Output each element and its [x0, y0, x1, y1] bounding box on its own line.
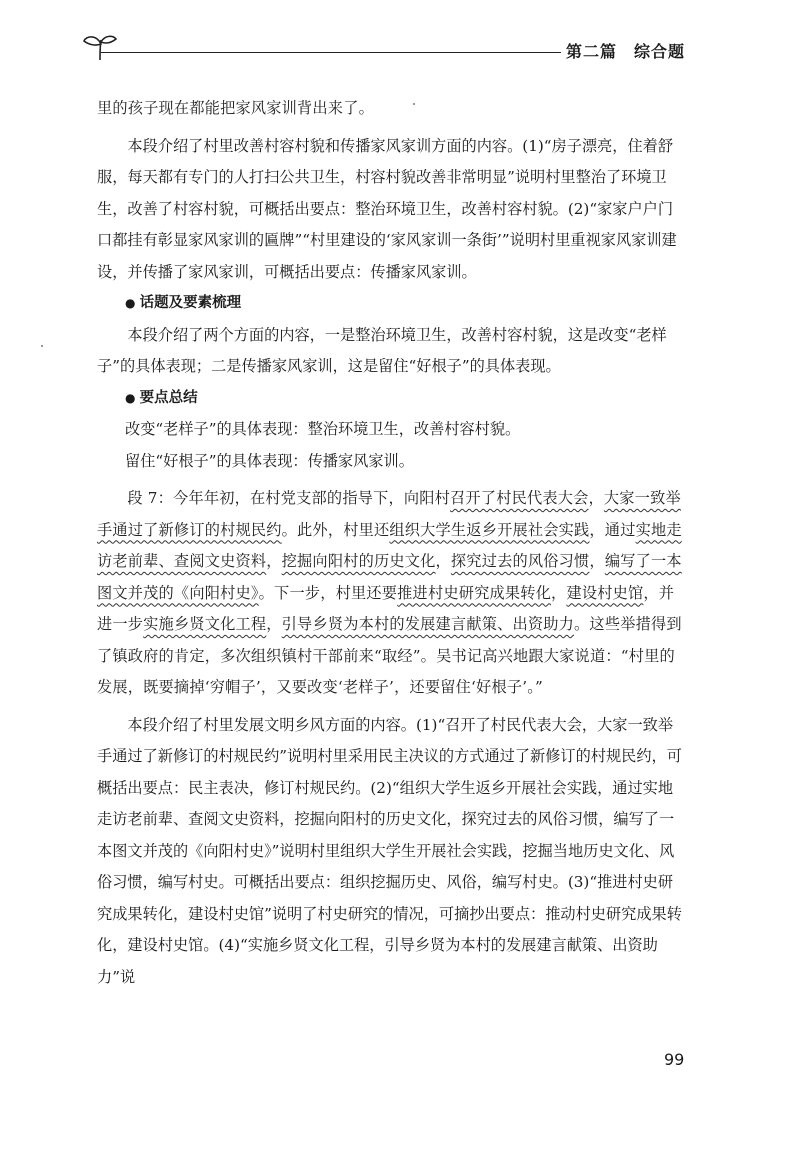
quote-segment: 段 7：今年年初，在村党支部的指导下，向阳村: [127, 489, 451, 507]
analysis-paragraph-1: 本段介绍了村里改善村容村貌和传播家风家训方面的内容。(1)“房子漂亮，住着舒服，每天都有专门的人打扫公共卫生，村容村貌改善非常明显”说明村里整治了环境卫生，改善了村容村貌，可概括出要点：整治环境卫生，改善村容村貌。(2)“家家户户门口都挂有彰显家风家训的匾牌”“村里建设的‘家风家训一条街’”说明村里重视家风家训建设，并传播了家风家训，可概括出要点：传播家风家训。: [97, 136, 677, 281]
quote-segment: ，: [266, 615, 282, 633]
sprout-icon: [80, 32, 120, 62]
underlined-phrase: 推进村史研究成果转化: [397, 583, 552, 602]
bullet-heading-summary: ● 要点总结: [97, 383, 687, 415]
summary-line-2: 留住“好根子”的具体表现：传播家风家训。: [125, 451, 414, 470]
header-title: 第二篇 综合题: [565, 42, 685, 61]
page-header: [75, 30, 687, 70]
header-rule: [101, 52, 561, 53]
scan-speck: [413, 103, 415, 105]
underlined-phrase: 实施乡贤文化工程: [143, 615, 267, 633]
analysis-paragraph-3: 本段介绍了村里发展文明乡风方面的内容。(1)“召开了村民代表大会，大家一致举手通过了新修订的村规民约”说明村里采用民主决议的方式通过了新修订的村规民约，可概括出要点：民主表决，修订村规民约。(2)“组织大学生返乡开展社会实践，通过实地走访老前辈、查阅文史资料，挖掘向阳村的历史文化，探究过去的风俗习惯，编写了一本图文并茂的《向阳村史》”说明村里组织大学生开展社会实践，挖掘当地历史文化、风俗习惯，编写村史。可概括出要点：组织挖掘历史、风俗，编写村史。(3)“推进村史研究成果转化，建设村史馆”说明了村史研究的情况，可摘抄出要点：推动村史研究成果转化，建设村史馆。(4)“实施乡贤文化工程，引导乡贤为本村的发展建言献策、出资助力”说: [97, 715, 682, 986]
page-body: [97, 93, 687, 993]
underlined-phrase: 建设村史馆: [566, 583, 644, 602]
underlined-phrase: 探究过去的风俗习惯: [450, 552, 590, 570]
quote-segment: ，通过: [589, 520, 636, 539]
underlined-phrase: 引导乡贤为本村的发展建言献策、出资助力: [281, 615, 575, 633]
quote-segment: ，: [435, 552, 451, 570]
source-paragraph-7: [97, 483, 687, 704]
quote-segment: ，: [266, 552, 282, 570]
bullet-heading-topics: ● 话题及要素梳理: [97, 288, 687, 320]
paragraph-continuation: 里的孩子现在都能把家风家训背出来了。: [97, 99, 374, 117]
underlined-phrase: 挖掘向阳村的历史文化: [281, 552, 436, 570]
analysis-paragraph-2: 本段介绍了两个方面的内容，一是整治环境卫生，改善村容村貌，这是改变“老样子”的具体表现；二是传播家风家训，这是留住“好根子”的具体表现。: [97, 325, 667, 375]
summary-line-1: 改变“老样子”的具体表现：整治环境卫生，改善村容村貌。: [125, 420, 521, 438]
quote-segment: 。下一步，村里还要: [258, 583, 398, 602]
underlined-phrase: 召开了村民代表大会: [450, 489, 589, 507]
quote-segment: ，: [551, 583, 567, 602]
scan-speck: [41, 345, 43, 347]
quote-segment: ，并进一步: [97, 583, 675, 633]
quote-segment: 。此外，村里还: [281, 520, 390, 539]
underlined-phrase: 大家一致举手通过了新修订的村规民约: [97, 489, 681, 539]
quote-segment: ，: [588, 489, 604, 507]
quote-segment: ，: [589, 552, 605, 570]
page-number: 99: [664, 1050, 685, 1069]
underlined-phrase: 实地走访老前辈、查阅文史资料: [97, 520, 682, 570]
underlined-phrase: 编写了一本图文并茂的《向阳村史》: [97, 552, 682, 602]
underlined-phrase: 组织大学生返乡开展社会实践: [389, 520, 590, 539]
quote-segment: 。这些举措得到了镇政府的肯定，多次组织镇村干部前来“取经”。吴书记高兴地跟大家说道：“村里的发展，既要摘掉‘穷帽子’，又要改变‘老样子’，还要留住‘好根子’。”: [97, 615, 682, 696]
